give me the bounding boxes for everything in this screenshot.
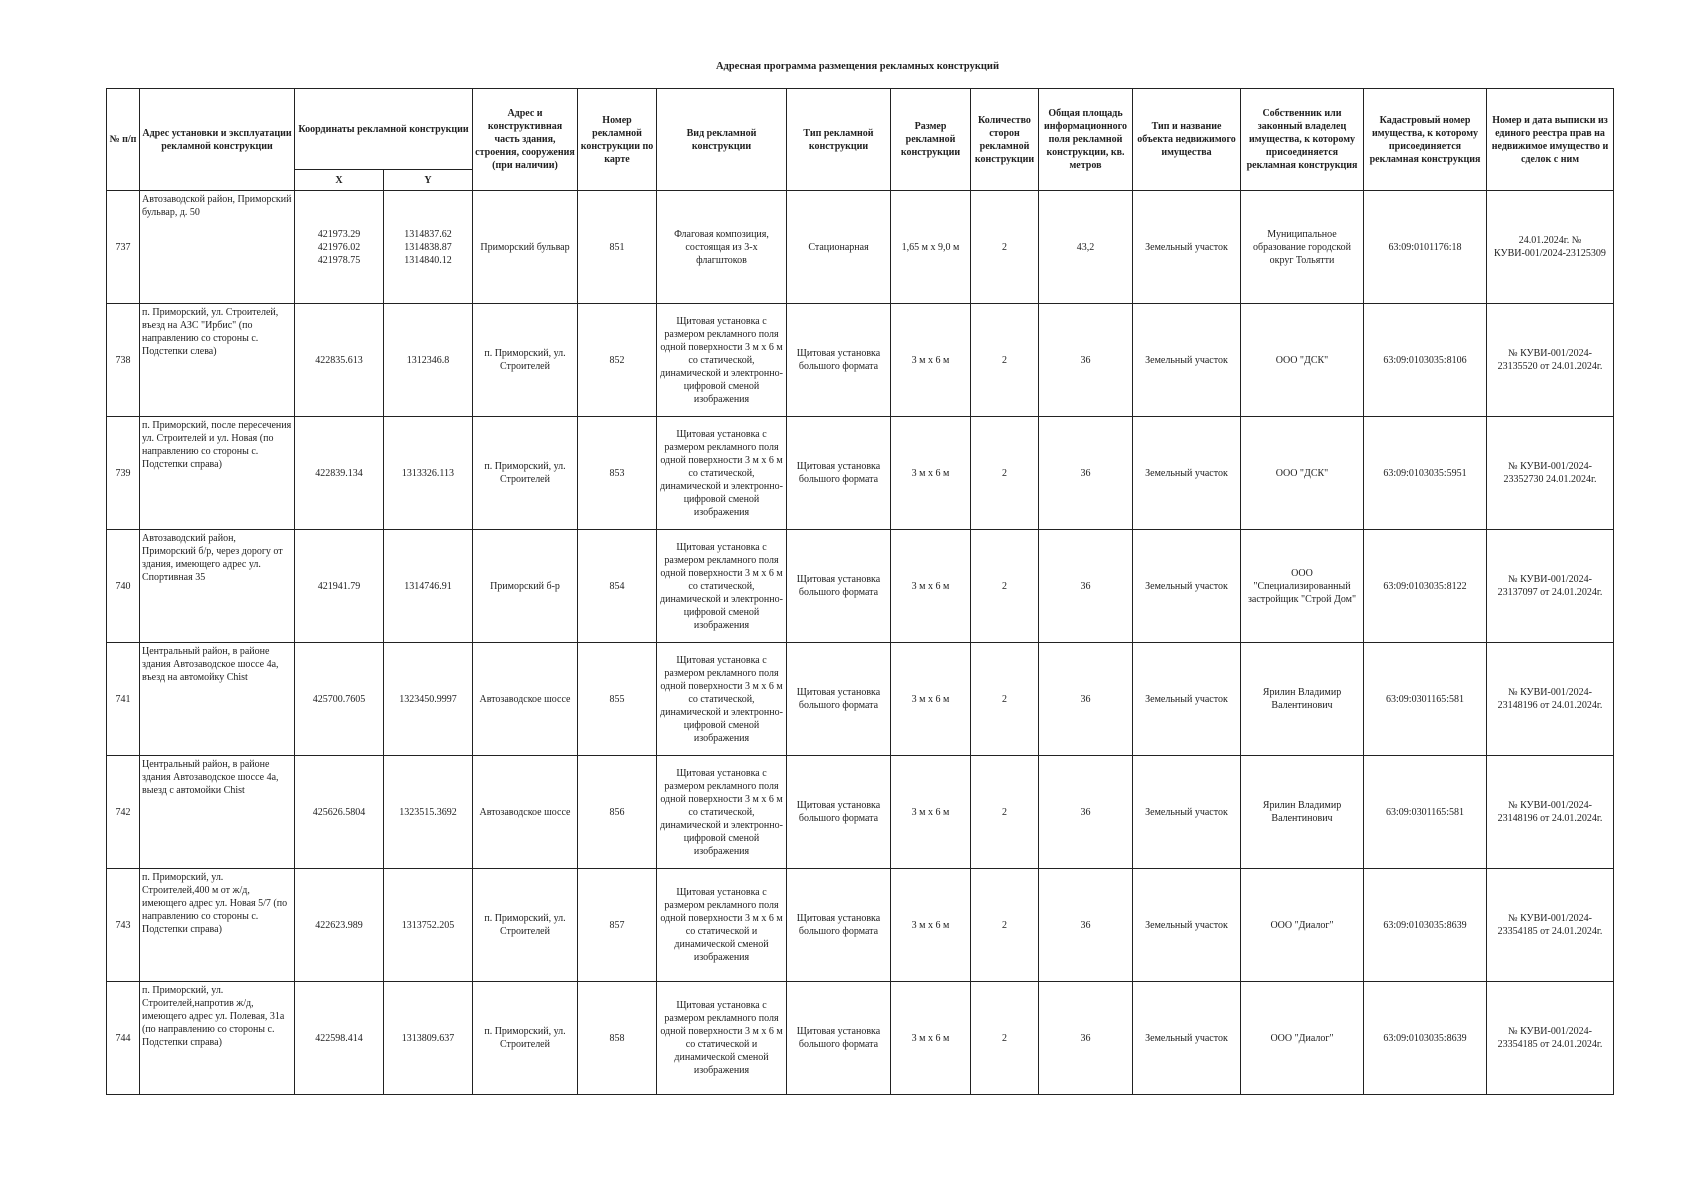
cell-coord-x [295,304,384,417]
header-extract: Номер и дата выписки из единого реестра прав на недвижимое имущество и сделок с ним [1487,89,1614,191]
cell-sides: 2 [971,530,1039,643]
cell-type: Щитовая установка большого формата [787,304,891,417]
cell-coord-y [384,191,473,304]
table-row [107,982,1614,1095]
coord-y-value: 1313326.113 [401,467,455,479]
header-cadastral: Кадастровый номер имущества, к которому присоединяется рекламная конструкция [1364,89,1487,191]
table-row [107,869,1614,982]
cell-property: Земельный участок [1133,191,1241,304]
cell-address: Центральный район, в районе здания Автозаводское шоссе 4а, выезд с автомойки Chist [140,756,295,869]
cell-sides: 2 [971,643,1039,756]
cell-coord-y [384,869,473,982]
cell-extract: № КУВИ-001/2024-23354185 от 24.01.2024г. [1487,982,1614,1095]
header-num: № п/п [107,89,140,191]
cell-coord-y [384,530,473,643]
cell-property: Земельный участок [1133,756,1241,869]
cell-owner: ООО "Диалог" [1241,869,1364,982]
coord-y-value: 1313752.205 [401,919,455,931]
cell-coord-y [384,756,473,869]
cell-map-number: 852 [578,304,657,417]
table-row [107,643,1614,756]
coord-y-value: 1314746.91 [404,580,452,592]
header-owner: Собственник или законный владелец имущества, к которому присоединяется рекламная конструкция [1241,89,1364,191]
cell-cadastral: 63:09:0103035:8122 [1364,530,1487,643]
cell-address: п. Приморский, после пересечения ул. Строителей и ул. Новая (по направлению со стороны с. Подстепки справа) [140,417,295,530]
cell-extract: № КУВИ-001/2024-23137097 от 24.01.2024г. [1487,530,1614,643]
header-kind: Вид рекламной конструкции [657,89,787,191]
cell-extract: № КУВИ-001/2024-23148196 от 24.01.2024г. [1487,756,1614,869]
cell-address: Центральный район, в районе здания Автозаводское шоссе 4а, въезд на автомойку Chist [140,643,295,756]
cell-type: Щитовая установка большого формата [787,417,891,530]
coord-y-value: 1313809.637 [401,1032,455,1044]
cell-property: Земельный участок [1133,304,1241,417]
coord-x-value: 421973.29 [317,228,361,240]
coord-y-value: 1314838.87 [404,241,452,253]
cell-type: Щитовая установка большого формата [787,869,891,982]
cell-extract: № КУВИ-001/2024-23148196 от 24.01.2024г. [1487,643,1614,756]
table-row [107,304,1614,417]
cell-kind: Щитовая установка с размером рекламного поля одной поверхности 3 м х 6 м со статической, динамической и электронно-цифровой сменой изображения [657,417,787,530]
coord-y-value: 1323515.3692 [399,806,457,818]
cell-building-part: Автозаводское шоссе [473,756,578,869]
cell-cadastral: 63:09:0103035:5951 [1364,417,1487,530]
table-row [107,756,1614,869]
cell-coord-y [384,417,473,530]
table-row [107,191,1614,304]
cell-kind: Щитовая установка с размером рекламного поля одной поверхности 3 м х 6 м со статической, динамической и электронно-цифровой сменой изображения [657,643,787,756]
cell-building-part: Автозаводское шоссе [473,643,578,756]
coord-x-value: 422839.134 [315,467,363,479]
cell-size: 3 м х 6 м [891,643,971,756]
cell-size: 1,65 м х 9,0 м [891,191,971,304]
header-coords: Координаты рекламной конструкции [295,89,473,170]
cell-size: 3 м х 6 м [891,417,971,530]
cell-kind: Флаговая композиция, состоящая из 3-х флагштоков [657,191,787,304]
cell-property: Земельный участок [1133,530,1241,643]
cell-coord-x [295,191,384,304]
cell-map-number: 851 [578,191,657,304]
cell-cadastral: 63:09:0103035:8639 [1364,869,1487,982]
cell-area: 36 [1039,530,1133,643]
cell-address: п. Приморский, ул. Строителей,400 м от ж/д, имеющего адрес ул. Новая 5/7 (по направлению со стороны с. Подстепки справа) [140,869,295,982]
coord-y-value: 1314840.12 [404,254,452,266]
cell-type: Щитовая установка большого формата [787,530,891,643]
cell-sides: 2 [971,304,1039,417]
cell-num: 742 [107,756,140,869]
table-header [107,89,1614,191]
header-building-part: Адрес и конструктивная часть здания, строения, сооружения (при наличии) [473,89,578,191]
cell-extract: № КУВИ-001/2024-23352730 24.01.2024г. [1487,417,1614,530]
cell-owner: ООО "ДСК" [1241,417,1364,530]
cell-address: п. Приморский, ул. Строителей,напротив ж/д, имеющего адрес ул. Полевая, 31а (по направлению со стороны с. Подстепки справа) [140,982,295,1095]
cell-num: 741 [107,643,140,756]
cell-num: 743 [107,869,140,982]
header-coord-y: Y [384,170,473,191]
cell-sides: 2 [971,982,1039,1095]
cell-kind: Щитовая установка с размером рекламного поля одной поверхности 3 м х 6 м со статической, динамической и электронно-цифровой сменой изображения [657,530,787,643]
cell-property: Земельный участок [1133,417,1241,530]
cell-num: 738 [107,304,140,417]
cell-building-part: п. Приморский, ул. Строителей [473,304,578,417]
cell-area: 36 [1039,304,1133,417]
coord-x-value: 425700.7605 [312,693,366,705]
cell-property: Земельный участок [1133,643,1241,756]
cell-size: 3 м х 6 м [891,530,971,643]
cell-owner: Муниципальное образование городской округ Тольятти [1241,191,1364,304]
table-body [107,191,1614,1095]
cell-map-number: 856 [578,756,657,869]
table-row [107,417,1614,530]
cell-extract: 24.01.2024г. № КУВИ-001/2024-23125309 [1487,191,1614,304]
cell-cadastral: 63:09:0301165:581 [1364,643,1487,756]
header-sides: Количество сторон рекламной конструкции [971,89,1039,191]
cell-coord-x [295,756,384,869]
cell-kind: Щитовая установка с размером рекламного поля одной поверхности 3 м х 6 м со статической и динамической сменой изображения [657,982,787,1095]
cell-size: 3 м х 6 м [891,756,971,869]
cell-building-part: п. Приморский, ул. Строителей [473,982,578,1095]
header-type: Тип рекламной конструкции [787,89,891,191]
cell-sides: 2 [971,869,1039,982]
header-area: Общая площадь информационного поля рекламной конструкции, кв. метров [1039,89,1133,191]
cell-extract: № КУВИ-001/2024-23354185 от 24.01.2024г. [1487,869,1614,982]
cell-map-number: 853 [578,417,657,530]
header-map-number: Номер рекламной конструкции по карте [578,89,657,191]
cell-kind: Щитовая установка с размером рекламного поля одной поверхности 3 м х 6 м со статической, динамической и электронно-цифровой сменой изображения [657,756,787,869]
cell-num: 737 [107,191,140,304]
coord-x-value: 422598.414 [315,1032,363,1044]
cell-owner: ООО "ДСК" [1241,304,1364,417]
cell-kind: Щитовая установка с размером рекламного поля одной поверхности 3 м х 6 м со статической, динамической и электронно-цифровой сменой изображения [657,304,787,417]
cell-area: 36 [1039,869,1133,982]
cell-size: 3 м х 6 м [891,304,971,417]
cell-map-number: 854 [578,530,657,643]
cell-kind: Щитовая установка с размером рекламного поля одной поверхности 3 м х 6 м со статической и динамической сменой изображения [657,869,787,982]
cell-sides: 2 [971,417,1039,530]
cell-building-part: п. Приморский, ул. Строителей [473,869,578,982]
cell-num: 739 [107,417,140,530]
cell-cadastral: 63:09:0101176:18 [1364,191,1487,304]
cell-building-part: п. Приморский, ул. Строителей [473,417,578,530]
cell-size: 3 м х 6 м [891,869,971,982]
cell-type: Щитовая установка большого формата [787,982,891,1095]
cell-coord-y [384,643,473,756]
cell-map-number: 855 [578,643,657,756]
cell-cadastral: 63:09:0103035:8639 [1364,982,1487,1095]
cell-address: Автозаводской район, Приморский бульвар, д. 50 [140,191,295,304]
cell-area: 43,2 [1039,191,1133,304]
header-address: Адрес установки и эксплуатации рекламной конструкции [140,89,295,191]
coord-x-value: 422835.613 [315,354,363,366]
cell-cadastral: 63:09:0301165:581 [1364,756,1487,869]
cell-size: 3 м х 6 м [891,982,971,1095]
cell-num: 744 [107,982,140,1095]
document-title: Адресная программа размещения рекламных конструкций [715,61,1000,72]
cell-map-number: 857 [578,869,657,982]
cell-cadastral: 63:09:0103035:8106 [1364,304,1487,417]
cell-coord-y [384,304,473,417]
cell-extract: № КУВИ-001/2024-23135520 от 24.01.2024г. [1487,304,1614,417]
cell-owner: Ярилин Владимир Валентинович [1241,756,1364,869]
cell-coord-x [295,530,384,643]
coord-x-value: 421978.75 [317,254,361,266]
coord-x-value: 421941.79 [317,580,361,592]
header-coord-x: X [295,170,384,191]
cell-coord-x [295,643,384,756]
cell-area: 36 [1039,756,1133,869]
header-size: Размер рекламной конструкции [891,89,971,191]
cell-coord-x [295,982,384,1095]
cell-property: Земельный участок [1133,869,1241,982]
cell-num: 740 [107,530,140,643]
cell-map-number: 858 [578,982,657,1095]
cell-coord-y [384,982,473,1095]
cell-address: п. Приморский, ул. Строителей, въезд на АЗС "Ирбис" (по направлению со стороны с. Подстепки слева) [140,304,295,417]
cell-area: 36 [1039,417,1133,530]
coord-x-value: 425626.5804 [312,806,366,818]
cell-address: Автозаводский район, Приморский б/р, через дорогу от здания, имеющего адрес ул. Спортивная 35 [140,530,295,643]
cell-type: Щитовая установка большого формата [787,756,891,869]
coord-y-value: 1323450.9997 [399,693,457,705]
cell-property: Земельный участок [1133,982,1241,1095]
cell-area: 36 [1039,982,1133,1095]
cell-owner: Ярилин Владимир Валентинович [1241,643,1364,756]
cell-sides: 2 [971,756,1039,869]
cell-owner: ООО "Диалог" [1241,982,1364,1095]
table-row [107,530,1614,643]
cell-owner: ООО "Специализированный застройщик "Строй Дом" [1241,530,1364,643]
coord-x-value: 421976.02 [317,241,361,253]
header-property: Тип и название объекта недвижимого имущества [1133,89,1241,191]
cell-coord-x [295,417,384,530]
cell-building-part: Приморский б-р [473,530,578,643]
cell-area: 36 [1039,643,1133,756]
coord-y-value: 1312346.8 [406,354,450,366]
cell-type: Стационарная [787,191,891,304]
coord-x-value: 422623.989 [315,919,363,931]
cell-type: Щитовая установка большого формата [787,643,891,756]
coord-y-value: 1314837.62 [404,228,452,240]
cell-building-part: Приморский бульвар [473,191,578,304]
advertising-program-table [106,88,1614,1095]
cell-sides: 2 [971,191,1039,304]
cell-coord-x [295,869,384,982]
